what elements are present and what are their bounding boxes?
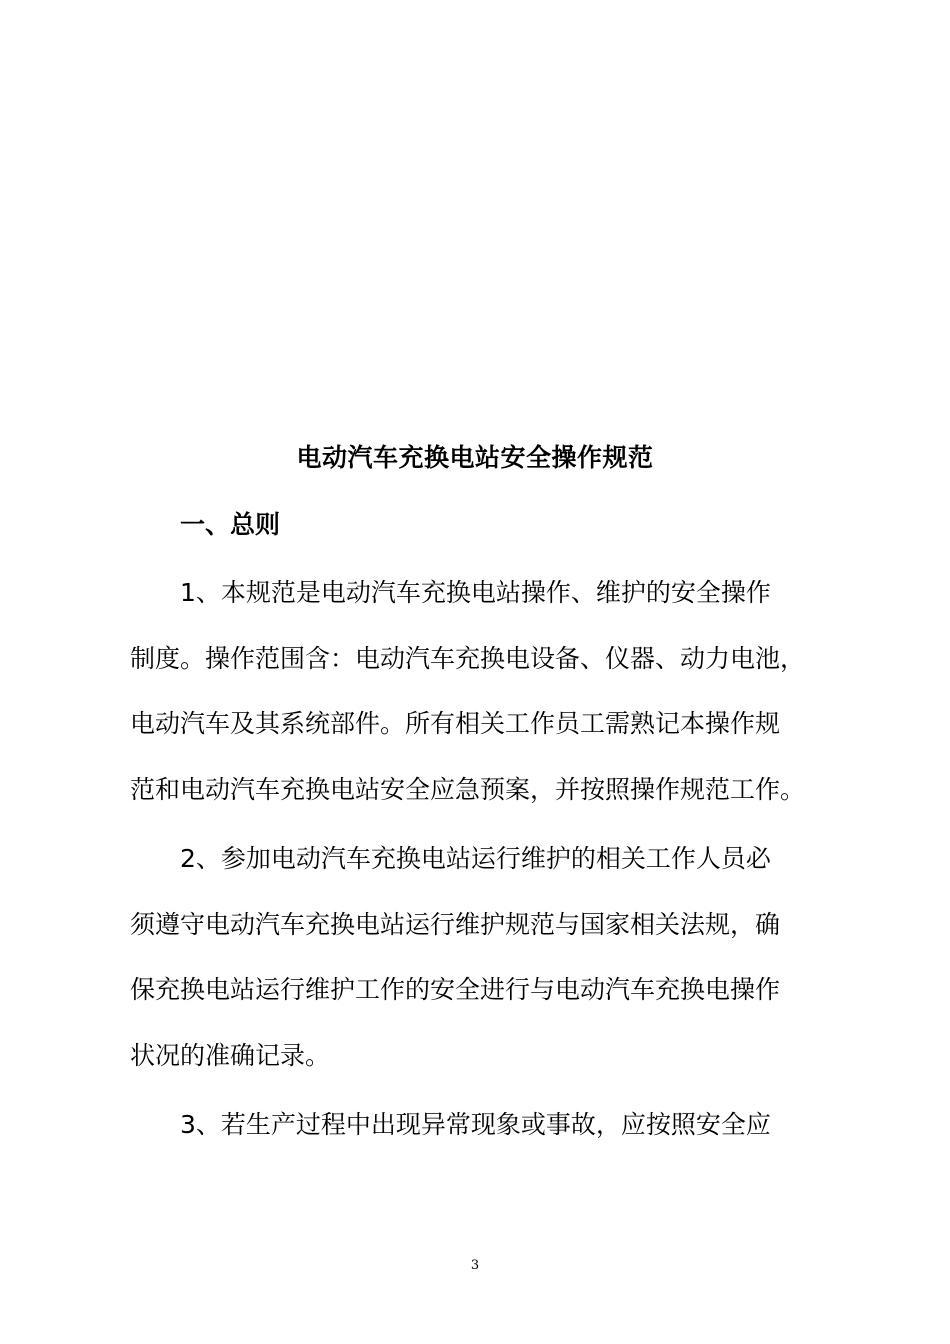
paragraph-1-line-1: 1、本规范是电动汽车充换电站操作、维护的安全操作 xyxy=(180,578,771,607)
paragraph-1-line-3: 电动汽车及其系统部件。所有相关工作员工需熟记本操作规 xyxy=(130,709,781,738)
paragraph-1-line-4: 范和电动汽车充换电站安全应急预案，并按照操作规范工作。 xyxy=(130,775,806,804)
paragraph-2-line-1: 2、参加电动汽车充换电站运行维护的相关工作人员必 xyxy=(180,844,771,873)
paragraph-3-line-1: 3、若生产过程中出现异常现象或事故，应按照安全应 xyxy=(180,1110,771,1139)
section-heading: 一、总则 xyxy=(180,510,281,539)
paragraph-2-line-3: 保充换电站运行维护工作的安全进行与电动汽车充换电操作 xyxy=(130,975,781,1004)
document-title: 电动汽车充换电站安全操作规范 xyxy=(296,443,654,472)
paragraph-2-line-4: 状况的准确记录。 xyxy=(130,1041,331,1070)
paragraph-1-line-2: 制度。操作范围含：电动汽车充换电设备、仪器、动力电池， xyxy=(130,644,806,673)
page-number: 3 xyxy=(470,1258,480,1273)
paragraph-2-line-2: 须遵守电动汽车充换电站运行维护规范与国家相关法规，确 xyxy=(130,910,781,939)
